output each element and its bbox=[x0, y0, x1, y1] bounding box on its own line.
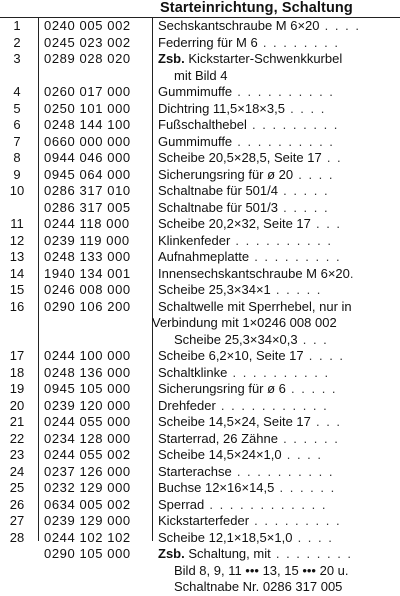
part-description bbox=[158, 249, 398, 266]
part-description bbox=[158, 530, 398, 547]
description-text: Scheibe 12,1×18,5×1,0 bbox=[158, 529, 293, 545]
position-number: 14 bbox=[9, 265, 25, 281]
part-number: 0237 126 000 bbox=[44, 463, 131, 479]
position-number: 6 bbox=[13, 117, 21, 132]
part-number: 0244 055 000 bbox=[44, 414, 131, 429]
part-description bbox=[158, 200, 398, 217]
table-row bbox=[0, 167, 400, 184]
description-text: Dichtring 11,5×18×3,5 bbox=[158, 100, 285, 116]
position-number: 10 bbox=[9, 183, 25, 198]
description-text: mit Bild 4 bbox=[174, 67, 228, 83]
description-text: Scheibe 20,5×28,5, Seite 17 bbox=[158, 150, 322, 165]
part-description bbox=[158, 546, 398, 563]
position-number: 28 bbox=[9, 529, 25, 545]
assembly-prefix: Zsb. bbox=[158, 51, 185, 66]
leader-dots: . . . . bbox=[284, 100, 326, 116]
part-description bbox=[158, 398, 398, 415]
part-number: 0250 101 000 bbox=[44, 100, 131, 116]
table-row bbox=[0, 513, 400, 530]
description-text: Scheibe 6,2×10, Seite 17 bbox=[158, 348, 304, 363]
leader-dots: . . . . . . . . . . . . bbox=[204, 496, 327, 512]
table-row bbox=[0, 200, 400, 217]
table-row bbox=[0, 563, 400, 580]
table-row bbox=[0, 315, 400, 332]
leader-dots: . . . bbox=[297, 331, 329, 347]
table-row bbox=[0, 381, 400, 398]
leader-dots: . . . . . bbox=[277, 183, 330, 198]
position-number: 7 bbox=[13, 133, 21, 149]
part-number: 0660 000 000 bbox=[44, 133, 131, 149]
table-row bbox=[0, 546, 400, 563]
leader-dots: . . . . . . bbox=[274, 480, 336, 495]
leader-dots: . . . . . . . . . . bbox=[232, 133, 335, 149]
part-number: 0248 133 000 bbox=[44, 249, 131, 264]
position-number: 16 bbox=[9, 298, 25, 314]
table-row bbox=[0, 134, 400, 151]
leader-dots: . . . bbox=[310, 414, 342, 429]
part-number: 0232 129 000 bbox=[44, 480, 131, 495]
description-text: Klinkenfeder bbox=[158, 232, 231, 248]
description-text: Bild 8, 9, 11 ••• 13, 15 ••• 20 u. bbox=[174, 562, 349, 578]
part-number: 0244 118 000 bbox=[44, 216, 130, 231]
assembly-prefix: Zsb. bbox=[158, 546, 185, 561]
part-number: 0240 005 002 bbox=[44, 18, 131, 33]
part-number: 0290 106 200 bbox=[44, 298, 131, 314]
part-description bbox=[158, 134, 398, 151]
table-row bbox=[0, 447, 400, 464]
part-description bbox=[158, 480, 398, 497]
part-number: 0248 144 100 bbox=[44, 117, 131, 132]
part-description bbox=[158, 381, 398, 398]
table-row bbox=[0, 332, 400, 349]
part-description bbox=[158, 299, 398, 316]
description-text: Drehfeder bbox=[158, 397, 216, 413]
part-number: 0286 317 005 bbox=[44, 199, 131, 215]
part-description bbox=[158, 216, 398, 233]
part-number: 0239 120 000 bbox=[44, 397, 131, 413]
table-row bbox=[0, 464, 400, 481]
position-number: 15 bbox=[9, 282, 25, 297]
table-row bbox=[0, 348, 400, 365]
description-text: Innensechskantschraube M 6×20 bbox=[158, 265, 350, 281]
position-number: 2 bbox=[13, 34, 21, 50]
part-number: 0945 105 000 bbox=[44, 381, 131, 396]
part-description bbox=[158, 266, 398, 283]
table-row bbox=[0, 84, 400, 101]
leader-dots: . . . . . bbox=[277, 199, 330, 215]
position-number: 17 bbox=[9, 348, 25, 363]
table-row bbox=[0, 299, 400, 316]
leader-dots: . . . . bbox=[292, 529, 334, 545]
table-row bbox=[0, 266, 400, 283]
description-text: Schaltnabe Nr. 0286 317 005 bbox=[174, 579, 343, 594]
part-description bbox=[158, 167, 398, 184]
description-text: Starterachse bbox=[158, 463, 232, 479]
position-number: 11 bbox=[10, 216, 24, 231]
leader-dots: . . . bbox=[310, 216, 342, 231]
position-number: 9 bbox=[13, 166, 21, 182]
leader-dots: . . . . . . . . . . bbox=[231, 463, 334, 479]
part-description bbox=[158, 348, 398, 365]
part-number: 0239 119 000 bbox=[44, 232, 130, 248]
description-text: Kickstarterfeder bbox=[158, 513, 250, 528]
description-text: Buchse 12×16×14,5 bbox=[158, 480, 275, 495]
leader-dots: . . . . . . . . bbox=[270, 546, 353, 561]
table-row bbox=[0, 480, 400, 497]
part-number: 1940 134 001 bbox=[44, 265, 131, 281]
description-text: Scheibe 14,5×24×1,0 bbox=[158, 447, 282, 462]
position-number: 8 bbox=[13, 150, 21, 165]
part-description bbox=[174, 563, 400, 580]
position-number: 18 bbox=[9, 364, 25, 380]
leader-dots: . bbox=[349, 265, 356, 281]
leader-dots: . . . . . . bbox=[277, 430, 340, 446]
leader-dots: . . bbox=[321, 150, 343, 165]
part-description bbox=[158, 101, 398, 118]
part-description bbox=[152, 315, 392, 332]
part-description bbox=[158, 365, 398, 382]
position-number: 23 bbox=[9, 447, 25, 462]
description-text: Aufnahmeplatte bbox=[158, 249, 250, 264]
table-row bbox=[0, 431, 400, 448]
part-number: 0244 055 002 bbox=[44, 447, 131, 462]
position-number: 12 bbox=[9, 232, 25, 248]
table-row bbox=[0, 216, 400, 233]
position-number: 24 bbox=[9, 463, 25, 479]
leader-dots: . . . . . . . . . bbox=[249, 249, 342, 264]
description-text: Fußschalthebel bbox=[158, 117, 247, 132]
table-row bbox=[0, 68, 400, 85]
leader-dots: . . . . . . . . . . bbox=[227, 364, 330, 380]
position-number: 3 bbox=[13, 51, 21, 66]
description-text: Verbindung mit 1×0246 008 002 bbox=[152, 315, 337, 330]
description-text: Scheibe 25,3×34×1 bbox=[158, 282, 271, 297]
leader-dots: . . . . bbox=[319, 18, 361, 33]
part-description bbox=[158, 183, 398, 200]
description-text: Sperrad bbox=[158, 496, 205, 512]
description-text: Schaltwelle mit Sperrhebel, nur in bbox=[158, 298, 352, 314]
description-text: Sicherungsring für ø 6 bbox=[158, 381, 286, 396]
part-number: 0246 008 000 bbox=[44, 282, 131, 297]
leader-dots: . . . . bbox=[293, 166, 335, 182]
description-text: Schaltnabe für 501/3 bbox=[158, 199, 278, 215]
part-description bbox=[174, 579, 400, 596]
part-description bbox=[158, 414, 398, 431]
position-number: 27 bbox=[9, 513, 25, 528]
part-number: 0245 023 002 bbox=[44, 34, 131, 50]
part-description bbox=[158, 497, 398, 514]
table-row bbox=[0, 365, 400, 382]
leader-dots: . . . . . . . . . . bbox=[232, 84, 335, 99]
table-row bbox=[0, 51, 400, 68]
part-number: 0260 017 000 bbox=[44, 84, 131, 99]
part-number: 0286 317 010 bbox=[44, 183, 131, 198]
description-text: Scheibe 20,2×32, Seite 17 bbox=[158, 216, 311, 231]
description-text: Kickstarter-Schwenkkurbel bbox=[184, 51, 343, 66]
position-number: 19 bbox=[9, 381, 25, 396]
position-number: 22 bbox=[9, 430, 25, 446]
description-text: Schaltnabe für 501/4 bbox=[158, 183, 278, 198]
part-description bbox=[158, 447, 398, 464]
part-description bbox=[158, 513, 398, 530]
description-text: Schaltung, mit bbox=[184, 546, 271, 561]
position-number: 26 bbox=[9, 496, 25, 512]
part-description bbox=[158, 431, 398, 448]
position-number: 21 bbox=[9, 414, 25, 429]
part-description bbox=[158, 150, 398, 167]
part-number: 0234 128 000 bbox=[44, 430, 131, 446]
leader-dots: . . . . . . . . . . bbox=[230, 232, 333, 248]
leader-dots: . . . . . . . . . bbox=[249, 513, 342, 528]
parts-table bbox=[0, 18, 400, 596]
part-number: 0289 028 020 bbox=[44, 51, 131, 66]
description-text: Scheibe 25,3×34×0,3 bbox=[174, 331, 298, 347]
part-description bbox=[158, 233, 398, 250]
position-number: 4 bbox=[13, 84, 21, 99]
leader-dots: . . . . bbox=[303, 348, 345, 363]
part-number: 0248 136 000 bbox=[44, 364, 131, 380]
leader-dots: . . . . . bbox=[285, 381, 338, 396]
table-row bbox=[0, 398, 400, 415]
part-description bbox=[158, 51, 398, 68]
part-number: 0944 046 000 bbox=[44, 150, 131, 165]
leader-dots: . . . . . . . . . bbox=[246, 117, 339, 132]
position-number: 20 bbox=[9, 397, 25, 413]
description-text: Scheibe 14,5×24, Seite 17 bbox=[158, 414, 311, 429]
leader-dots: . . . . . . . . bbox=[257, 34, 340, 50]
table-row bbox=[0, 579, 400, 596]
table-row bbox=[0, 35, 400, 52]
part-number: 0945 064 000 bbox=[44, 166, 131, 182]
page-title: Starteinrichtung, Schaltung bbox=[160, 0, 353, 16]
table-row bbox=[0, 249, 400, 266]
description-text: Starterrad, 26 Zähne bbox=[158, 430, 278, 446]
description-text: Federring für M 6 bbox=[158, 34, 258, 50]
description-text: Sechskantschraube M 6×20 bbox=[158, 18, 320, 33]
part-description bbox=[158, 117, 398, 134]
part-number: 0290 105 000 bbox=[44, 546, 131, 561]
table-row bbox=[0, 233, 400, 250]
part-number: 0239 129 000 bbox=[44, 513, 131, 528]
table-row bbox=[0, 530, 400, 547]
table-row bbox=[0, 183, 400, 200]
part-number: 0634 005 002 bbox=[44, 496, 131, 512]
table-row bbox=[0, 117, 400, 134]
part-description bbox=[158, 18, 398, 35]
part-description bbox=[174, 68, 400, 85]
position-number: 5 bbox=[13, 100, 21, 116]
position-number: 1 bbox=[13, 18, 21, 33]
position-number: 13 bbox=[9, 249, 25, 264]
part-description bbox=[158, 84, 398, 101]
description-text: Schaltklinke bbox=[158, 364, 228, 380]
table-row bbox=[0, 18, 400, 35]
table-row bbox=[0, 497, 400, 514]
description-text: Gummimuffe bbox=[158, 133, 233, 149]
part-number: 0244 102 102 bbox=[44, 529, 131, 545]
part-number: 0244 100 000 bbox=[44, 348, 131, 363]
leader-dots: . . . . bbox=[281, 447, 323, 462]
table-row bbox=[0, 282, 400, 299]
description-text: Sicherungsring für ø 20 bbox=[158, 166, 294, 182]
part-description bbox=[158, 464, 398, 481]
table-row bbox=[0, 414, 400, 431]
part-description bbox=[158, 282, 398, 299]
part-description bbox=[174, 332, 400, 349]
table-row bbox=[0, 150, 400, 167]
position-number: 25 bbox=[9, 480, 25, 495]
leader-dots: . . . . . . . . . . . bbox=[215, 397, 329, 413]
part-description bbox=[158, 35, 398, 52]
table-row bbox=[0, 101, 400, 118]
leader-dots: . . . . . bbox=[270, 282, 322, 297]
description-text: Gummimuffe bbox=[158, 84, 233, 99]
